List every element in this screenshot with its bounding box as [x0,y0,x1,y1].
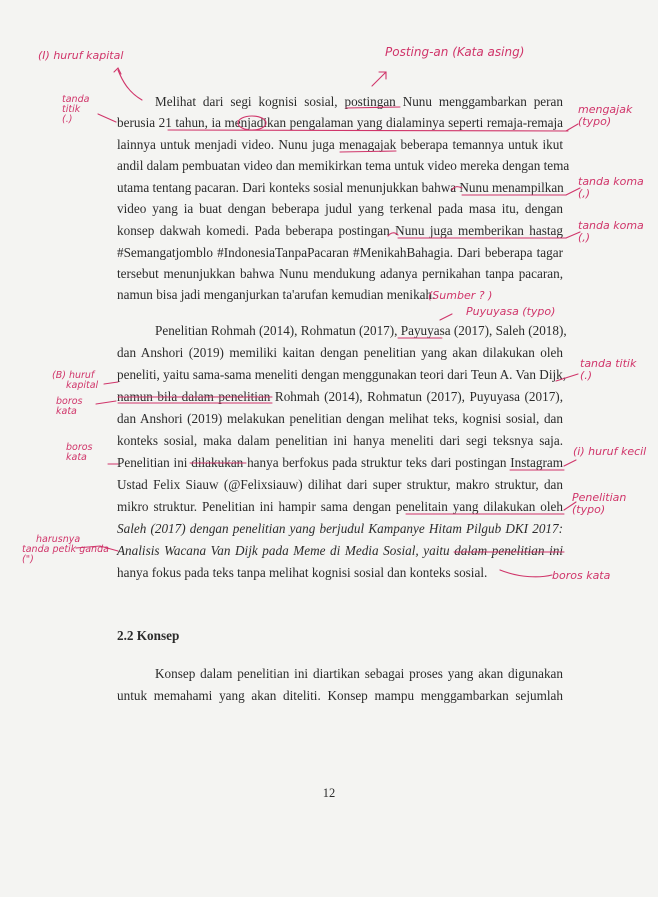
text-line: dan Anshori (2019) melakukan penelitian dengan melihat teks, kognisi sosial, dan [117,411,563,426]
annotation-tanda-titik-left: tanda titik (.) [62,94,90,125]
text-line: andil dalam pembuatan video dan memikirkan tema untuk video mereka dengan tema [117,158,570,173]
annotation-boros-kata-3: boros kata [552,569,611,582]
text-line: berusia 21 tahun, ia menjadikan pengalaman yang dialaminya seperti remaja-remaja [117,115,563,130]
text-line: #Semangatjomblo #IndonesiaTanpaPacaran #MenikahBahagia. Dari beberapa tagar [117,245,563,260]
text-line: utama tentang pacaran. Dari konteks sosial menunjukkan bahwa Nunu menampilkan [117,180,564,195]
text-line: dan Anshori (2019) memiliki kaitan dengan penelitian yang akan dilakukan oleh [117,345,563,360]
text-line: peneliti, yaitu sama-sama meneliti dengan menggunakan teori dari Teun A. Van Dijk, [117,367,567,382]
arrow-stroke [104,382,118,384]
text-line: mikro struktur. Penelitian ini hampir sama dengan penelitain yang dilakukan oleh [117,499,563,514]
annotation-sumber: (Sumber ? ) [428,289,493,302]
arrow-stroke [118,70,142,100]
arrow-stroke [372,72,386,86]
annotation-huruf-kecil: (i) huruf kecil [573,445,647,458]
text-line: hanya fokus pada teks tanpa melihat kognisi sosial dan konteks sosial. [117,565,488,580]
arrow-stroke [564,460,576,466]
arrow-stroke [98,114,116,122]
section-heading: 2.2 Konsep [117,628,180,643]
text-line: Melihat dari segi kognisi sosial, postingan Nunu menggambarkan peran [155,94,563,109]
annotation-boros-kata-2: boros kata [66,442,93,463]
text-line: namun bila dalam penelitian Rohmah (2014), Rohmatun (2017), Puyuyasa (2017), [117,389,563,404]
text-line: Analisis Wacana Van Dijk pada Meme di Media Sosial, yaitu dalam penelitian ini [117,543,563,558]
annotation-huruf-kapital: (I) huruf kapital [38,49,124,62]
arrow-stroke [440,314,452,320]
text-line: Penelitian Rohmah (2014), Rohmatun (2017), Payuyasa (2017), Saleh (2018), [155,323,567,338]
text-line: Saleh (2017) dengan penelitian yang berjudul Kampanye Hitam Pilgub DKI 2017: [117,521,563,536]
annotation-posting-an: Posting-an (Kata asing) [385,45,525,59]
text-line: Konsep dalam penelitian ini diartikan sebagai proses yang akan digunakan [155,666,563,681]
arrow-stroke [96,401,116,404]
text-line: tersebut menunjukkan bahwa Nunu mendukung adanya pernikahan tanpa pacaran, [117,266,563,281]
annotation-puyuyasa: Puyuyasa (typo) [466,305,556,318]
arrow-stroke [566,124,578,131]
text-line: Penelitian ini dilakukan hanya berfokus pada struktur teks dari postingan Instagram [117,455,563,470]
annotation-boros-kata-1: boros kata [56,396,83,417]
annotation-tanda-titik-right: tanda titik (.) [580,357,637,382]
annotation-b-huruf-kapital: (B) huruf kapital [52,370,99,391]
annotation-harusnya: harusnya tanda petik ganda (") [22,534,109,565]
text-line: untuk memahami yang akan diteliti. Konsep mampu menggambarkan sejumlah [117,688,563,703]
text-line: konteks sosial, maka dalam penelitian ini hanya meneliti dari segi teksnya saja. [117,433,563,448]
text-line: konsep dakwah komedi. Pada beberapa postingan Nunu juga memberikan hastag [117,223,563,238]
arrowhead [114,68,121,74]
annotation-penelitian-typo: Penelitian (typo) [572,491,627,516]
arrowhead [379,72,386,79]
annotation-tanda-koma-1: tanda koma (,) [578,175,644,200]
annotation-mengajak: mengajak (typo) [578,103,633,128]
text-line: video yang ia buat dengan beberapa judul yang terkenal pada masa itu, dengan [117,201,563,216]
text-line: Ustad Felix Siauw (@Felixsiauw) dilihat dari super struktur, makro struktur, dan [117,477,563,492]
page-number: 12 [322,786,336,800]
text-line: lainnya untuk menjadi video. Nunu juga menagajak beberapa temannya untuk ikut [117,137,563,152]
text-line: namun bisa jadi menganjurkan ta'arufan kemudian menikah. [117,287,436,302]
annotation-tanda-koma-2: tanda koma (,) [578,219,644,244]
